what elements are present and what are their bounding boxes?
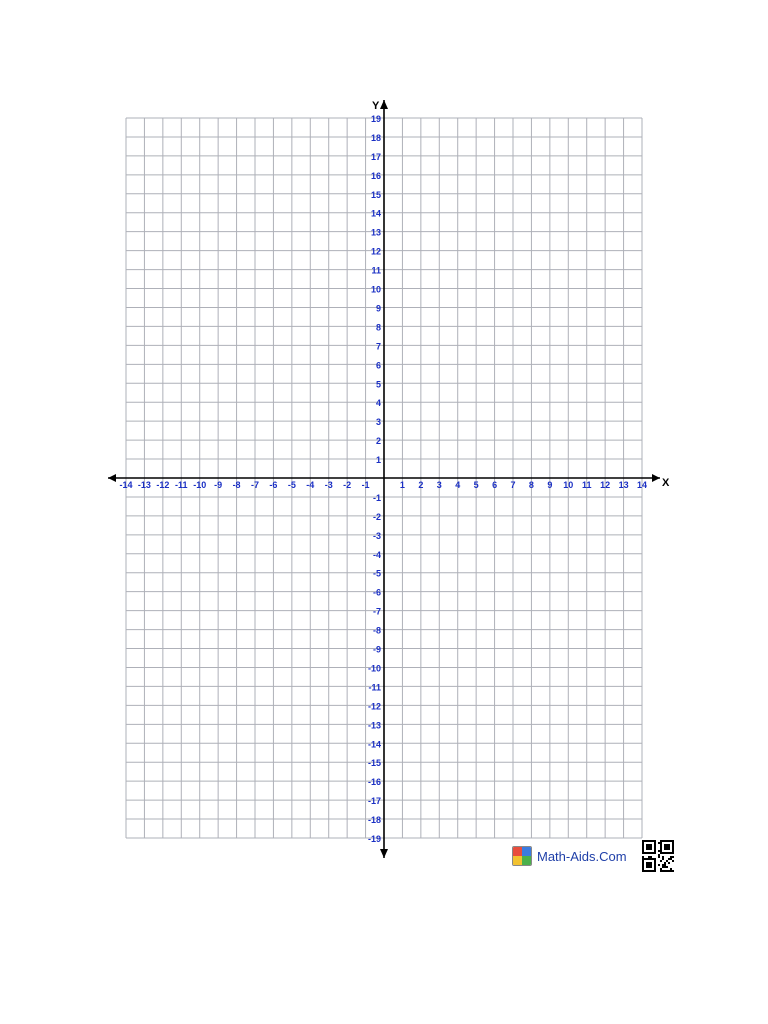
y-tick-label: 10 — [370, 284, 381, 295]
x-axis-left-arrow-icon — [108, 474, 116, 482]
y-tick-label: -4 — [372, 549, 381, 560]
x-tick-label: 12 — [600, 480, 611, 490]
y-tick-label: -5 — [372, 568, 381, 579]
x-tick-label: 14 — [636, 480, 648, 490]
y-tick-label: 11 — [371, 265, 381, 276]
y-tick-label: -2 — [372, 511, 381, 522]
x-tick-label: -12 — [156, 480, 170, 490]
x-axis-label: X — [662, 477, 670, 489]
x-tick-label: -14 — [119, 480, 133, 490]
y-tick-label: 7 — [375, 341, 381, 352]
y-tick-label: -19 — [367, 834, 381, 844]
y-tick-label: 16 — [370, 170, 381, 181]
x-tick-label: -5 — [287, 480, 296, 490]
y-tick-label: -3 — [372, 530, 381, 541]
y-tick-label: 1 — [375, 455, 381, 466]
y-axis-up-arrow-icon — [380, 100, 388, 109]
y-tick-label: 18 — [370, 132, 381, 143]
y-tick-label: 14 — [370, 208, 381, 219]
axes — [108, 100, 660, 858]
y-tick-label: -9 — [372, 644, 381, 655]
y-tick-label: -11 — [368, 682, 381, 693]
x-tick-label: 6 — [492, 480, 498, 490]
x-tick-label: 2 — [418, 480, 424, 490]
x-tick-label: 10 — [563, 480, 574, 490]
y-tick-label: 4 — [375, 398, 381, 409]
x-tick-label: -3 — [324, 480, 333, 490]
x-tick-label: -10 — [193, 480, 207, 490]
x-tick-label: -11 — [175, 480, 188, 490]
y-tick-label: 12 — [370, 246, 381, 257]
y-tick-label: -14 — [367, 739, 381, 750]
x-tick-label: -2 — [343, 480, 352, 490]
x-tick-label: 13 — [618, 480, 629, 490]
y-tick-label: 3 — [375, 417, 381, 428]
x-tick-label: 3 — [436, 480, 442, 490]
x-tick-label: -1 — [361, 480, 370, 490]
y-tick-label: -8 — [372, 625, 381, 636]
y-tick-label: -12 — [367, 701, 381, 712]
y-tick-label: 8 — [375, 322, 381, 333]
x-tick-label: -13 — [137, 480, 151, 490]
qr-code-icon — [642, 840, 674, 872]
y-tick-label: -10 — [367, 663, 381, 674]
y-tick-label: 5 — [375, 379, 381, 390]
y-tick-label: -7 — [372, 606, 381, 617]
y-tick-label: 6 — [375, 360, 381, 371]
y-tick-label: -16 — [367, 777, 381, 788]
y-tick-label: -6 — [372, 587, 381, 598]
y-tick-label: -18 — [367, 815, 381, 826]
x-tick-label: 4 — [455, 480, 461, 490]
y-tick-label: -15 — [367, 758, 381, 769]
brand-text: Math-Aids.Com — [537, 848, 627, 864]
y-tick-labels — [368, 114, 381, 844]
x-tick-label: -4 — [306, 480, 315, 490]
x-tick-label: -7 — [250, 480, 260, 490]
x-tick-label: -8 — [232, 480, 241, 490]
x-tick-label: 1 — [399, 480, 405, 490]
y-tick-label: 2 — [375, 436, 381, 447]
y-tick-label: 9 — [375, 303, 381, 314]
y-tick-label: 19 — [370, 114, 381, 124]
y-tick-label: -17 — [367, 796, 381, 807]
x-tick-label: 5 — [473, 480, 479, 490]
y-tick-label: -1 — [372, 492, 381, 503]
x-tick-label: 9 — [547, 480, 553, 490]
x-tick-label: 7 — [510, 480, 516, 490]
footer-brand — [512, 844, 627, 868]
y-tick-label: 15 — [370, 189, 381, 200]
x-tick-label: 11 — [581, 480, 592, 490]
x-axis-right-arrow-icon — [652, 474, 660, 482]
x-tick-label: -9 — [214, 480, 223, 490]
y-tick-label: 17 — [370, 151, 381, 162]
y-axis-label: Y — [372, 100, 380, 112]
x-tick-label: -6 — [269, 480, 278, 490]
y-axis-down-arrow-icon — [380, 849, 388, 858]
math-aids-logo-icon — [512, 846, 532, 866]
x-tick-label: 8 — [528, 480, 534, 490]
y-tick-label: 13 — [370, 227, 381, 238]
y-tick-label: -13 — [367, 720, 381, 731]
